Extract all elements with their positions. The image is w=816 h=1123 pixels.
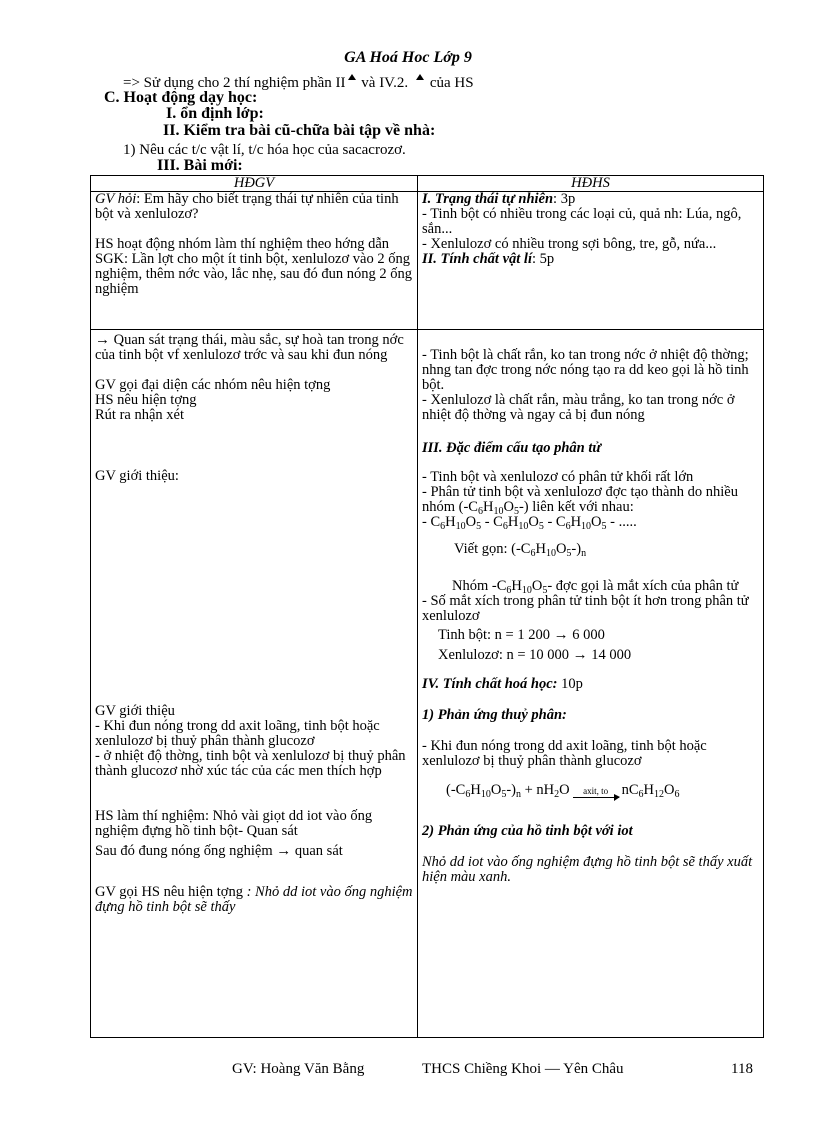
reaction-arrow	[573, 787, 619, 798]
row1-left	[91, 192, 418, 330]
iodine-note: Nhỏ dd iot vào ống nghiệm đựng hồ tinh bột sẽ thấy xuất hiện màu xanh.	[422, 854, 753, 885]
gv-ask-phenomenon	[95, 885, 413, 915]
triangle-marker-icon	[416, 74, 424, 80]
cellulose-n	[422, 648, 759, 663]
arrow-right-icon: →	[276, 843, 292, 859]
molar-mass-note: - Tinh bột và xenlulozơ có phân tử khối rất lớn	[422, 469, 694, 485]
gv-ask-text: GV gọi HS nêu hiện tợng	[95, 884, 243, 900]
structure-note: - Phân tử tinh bột và xenlulozơ đợc tạo thành do nhiều nhóm $(-C_6H_{10}O_5-)$ liên kết với nhau:	[422, 484, 738, 517]
heading-hydrolysis: 1) Phản ứng thuỷ phân:	[422, 707, 567, 723]
heading-physical-time: : 5p	[531, 251, 555, 267]
gv-question-label: GV hỏi	[95, 191, 137, 207]
cellulose-source: - Xenlulozơ có nhiều trong sợi bông, tre, gỗ, nứa...	[422, 236, 717, 252]
gv-call-groups: GV gọi đại diện các nhóm nêu hiện tợng	[95, 377, 331, 393]
row2-left	[91, 330, 418, 1038]
header-student: HĐHS	[418, 176, 764, 192]
heading-natural-state-time: : 3p	[553, 191, 576, 207]
question-1: 1) Nêu các t/c vật lí, t/c hóa học của sacacrozơ.	[123, 142, 406, 158]
usage-text-2: và IV.2.	[361, 75, 409, 91]
starch-source: - Tinh bột có nhiều trong các loại củ, quả nh: Lúa, ngô, sắn...	[422, 206, 742, 237]
arrow-right-icon: →	[572, 647, 588, 663]
usage-text-3: của HS	[429, 75, 474, 91]
footer-page-number: 118	[731, 1061, 753, 1077]
hydrolysis-acid: - Khi đun nóng trong dd axit loãng, tinh bột hoặc xenlulozơ bị thuỷ phân thành glucozơ	[95, 718, 380, 749]
heat-tube-observe: quan sát	[294, 843, 343, 859]
page-title: GA Hoá Hoc Lớp 9	[344, 49, 472, 66]
cellulose-physical: - Xenlulozơ là chất rắn, màu trắng, ko tan trong nớc ở nhiệt độ thờng và ngay cả bị đun nóng	[422, 392, 735, 423]
monomer-note: Nhóm $-C_6H_{10}O_5-$ đợc gọi là mắt xích của phân tử	[452, 578, 739, 596]
triangle-marker-icon	[348, 74, 356, 80]
item-2-heading	[163, 123, 435, 139]
heading-physical	[422, 252, 759, 267]
gv-question	[95, 192, 413, 222]
hs-activity: HS hoạt động nhóm làm thí nghiệm theo hớng dẫn SGK: Lần lợt cho một ít tinh bột, xenlulozơ vào 2 ống nghiệm, thêm nớc vào, lắc nhẹ, sau đó đun nóng 2 ống nghiệm	[95, 236, 412, 297]
starch-n-max: 6 000	[572, 627, 605, 643]
hs-experiment: HS làm thí nghiệm: Nhỏ vài giọt dd iot vào ống nghiệm đựng hồ tinh bột- Quan sát	[95, 808, 373, 839]
section-c-heading: C. Hoạt động dạy học:	[104, 89, 258, 106]
hs-report: HS nêu hiện tợng	[95, 392, 197, 408]
heading-iodine: 2) Phản ứng của hồ tinh bột với iot	[422, 823, 633, 839]
heading-structure: III. Đặc điểm cấu tạo phân tử	[422, 440, 602, 456]
reaction-condition: axit, to	[583, 786, 609, 796]
observe-text	[95, 333, 413, 363]
heading-chemical-text: IV. Tính chất hoá học:	[422, 676, 558, 692]
starch-n-text: Tinh bột: n = 1 200	[438, 627, 550, 643]
hydrolysis-equation: $(-C_6H_{10}O_5-)_n + nH_2O$ axit, to $nC_6H_{12}O_6$	[446, 782, 680, 800]
chain-count-note: - Số mắt xích trong phân tử tinh bột ít hơn trong phân tử xenlulozơ	[422, 593, 749, 624]
hydrolysis-enzyme: - ở nhiệt độ thờng, tinh bột và xenlulozơ bị thuỷ phân thành glucozơ nhờ xúc tác của các men thích hợp	[95, 748, 406, 779]
starch-physical: - Tinh bột là chất rắn, ko tan trong nớc ở nhiệt độ thờng; nhng tan đợc trong nớc nóng tạo ra dd keo gọi là hồ tinh bột.	[422, 347, 749, 393]
header-teacher: HĐGV	[91, 176, 418, 192]
heading-natural-state-text: I. Trạng thái tự nhiên	[422, 191, 554, 207]
heat-tube-text: Sau đó đung nóng ống nghiệm	[95, 843, 273, 859]
heading-physical-text: II. Tính chất vật lí	[422, 251, 532, 267]
observe-text-body: Quan sát trạng thái, màu sắc, sự hoà tan trong nớc của tinh bột vf xenlulozơ trớc và sau khi đun nóng	[95, 332, 404, 363]
heading-natural-state	[422, 192, 759, 207]
item-3-heading: III. Bài mới:	[157, 157, 243, 174]
short-formula: Viết gọn: $(-C_6H_{10}O_5-)_n$	[454, 541, 587, 559]
arrow-right-icon: →	[553, 627, 569, 643]
arrow-right-icon: →	[95, 332, 110, 348]
footer-school: THCS Chiềng Khoi — Yên Châu	[422, 1061, 624, 1077]
gv-introduce-2: GV giới thiệu	[95, 703, 175, 719]
usage-text-1: => Sử dụng cho 2 thí nghiệm phần II	[123, 75, 346, 91]
item-1-heading: I. ổn định lớp:	[166, 105, 264, 122]
hydrolysis-note: - Khi đun nóng trong dd axit loãng, tinh bột hoặc xenlulozơ bị thuỷ phân thành glucozơ	[422, 738, 707, 769]
heat-tube	[95, 844, 413, 859]
cellulose-n-text: Xenlulozơ: n = 10 000	[438, 647, 570, 663]
chain-formula: - $C_6H_{10}O_5 - C_6H_{10}O_5 - C_6H_{10}O_5$ - .....	[422, 514, 637, 532]
starch-n	[422, 628, 759, 643]
heading-chemical	[422, 677, 759, 692]
row2-right	[418, 330, 764, 1038]
item-2-text: II. Kiểm tra bài cũ-chữa bài tập về nhà:	[163, 122, 436, 139]
gv-ask-answer: : Nhỏ dd iot vào ống nghiệm đựng hồ tinh bột sẽ thấy	[95, 884, 413, 915]
gv-introduce: GV giới thiệu:	[95, 468, 179, 484]
heading-chemical-time: 10p	[557, 676, 583, 692]
footer-author: GV: Hoàng Văn Bằng	[232, 1061, 365, 1077]
cellulose-n-max: 14 000	[591, 647, 632, 663]
lesson-table	[90, 175, 764, 1038]
row1-right	[418, 192, 764, 330]
conclusion: Rút ra nhận xét	[95, 407, 184, 423]
gv-question-text: : Em hãy cho biết trạng thái tự nhiên của tinh bột và xenlulozơ?	[95, 191, 399, 222]
